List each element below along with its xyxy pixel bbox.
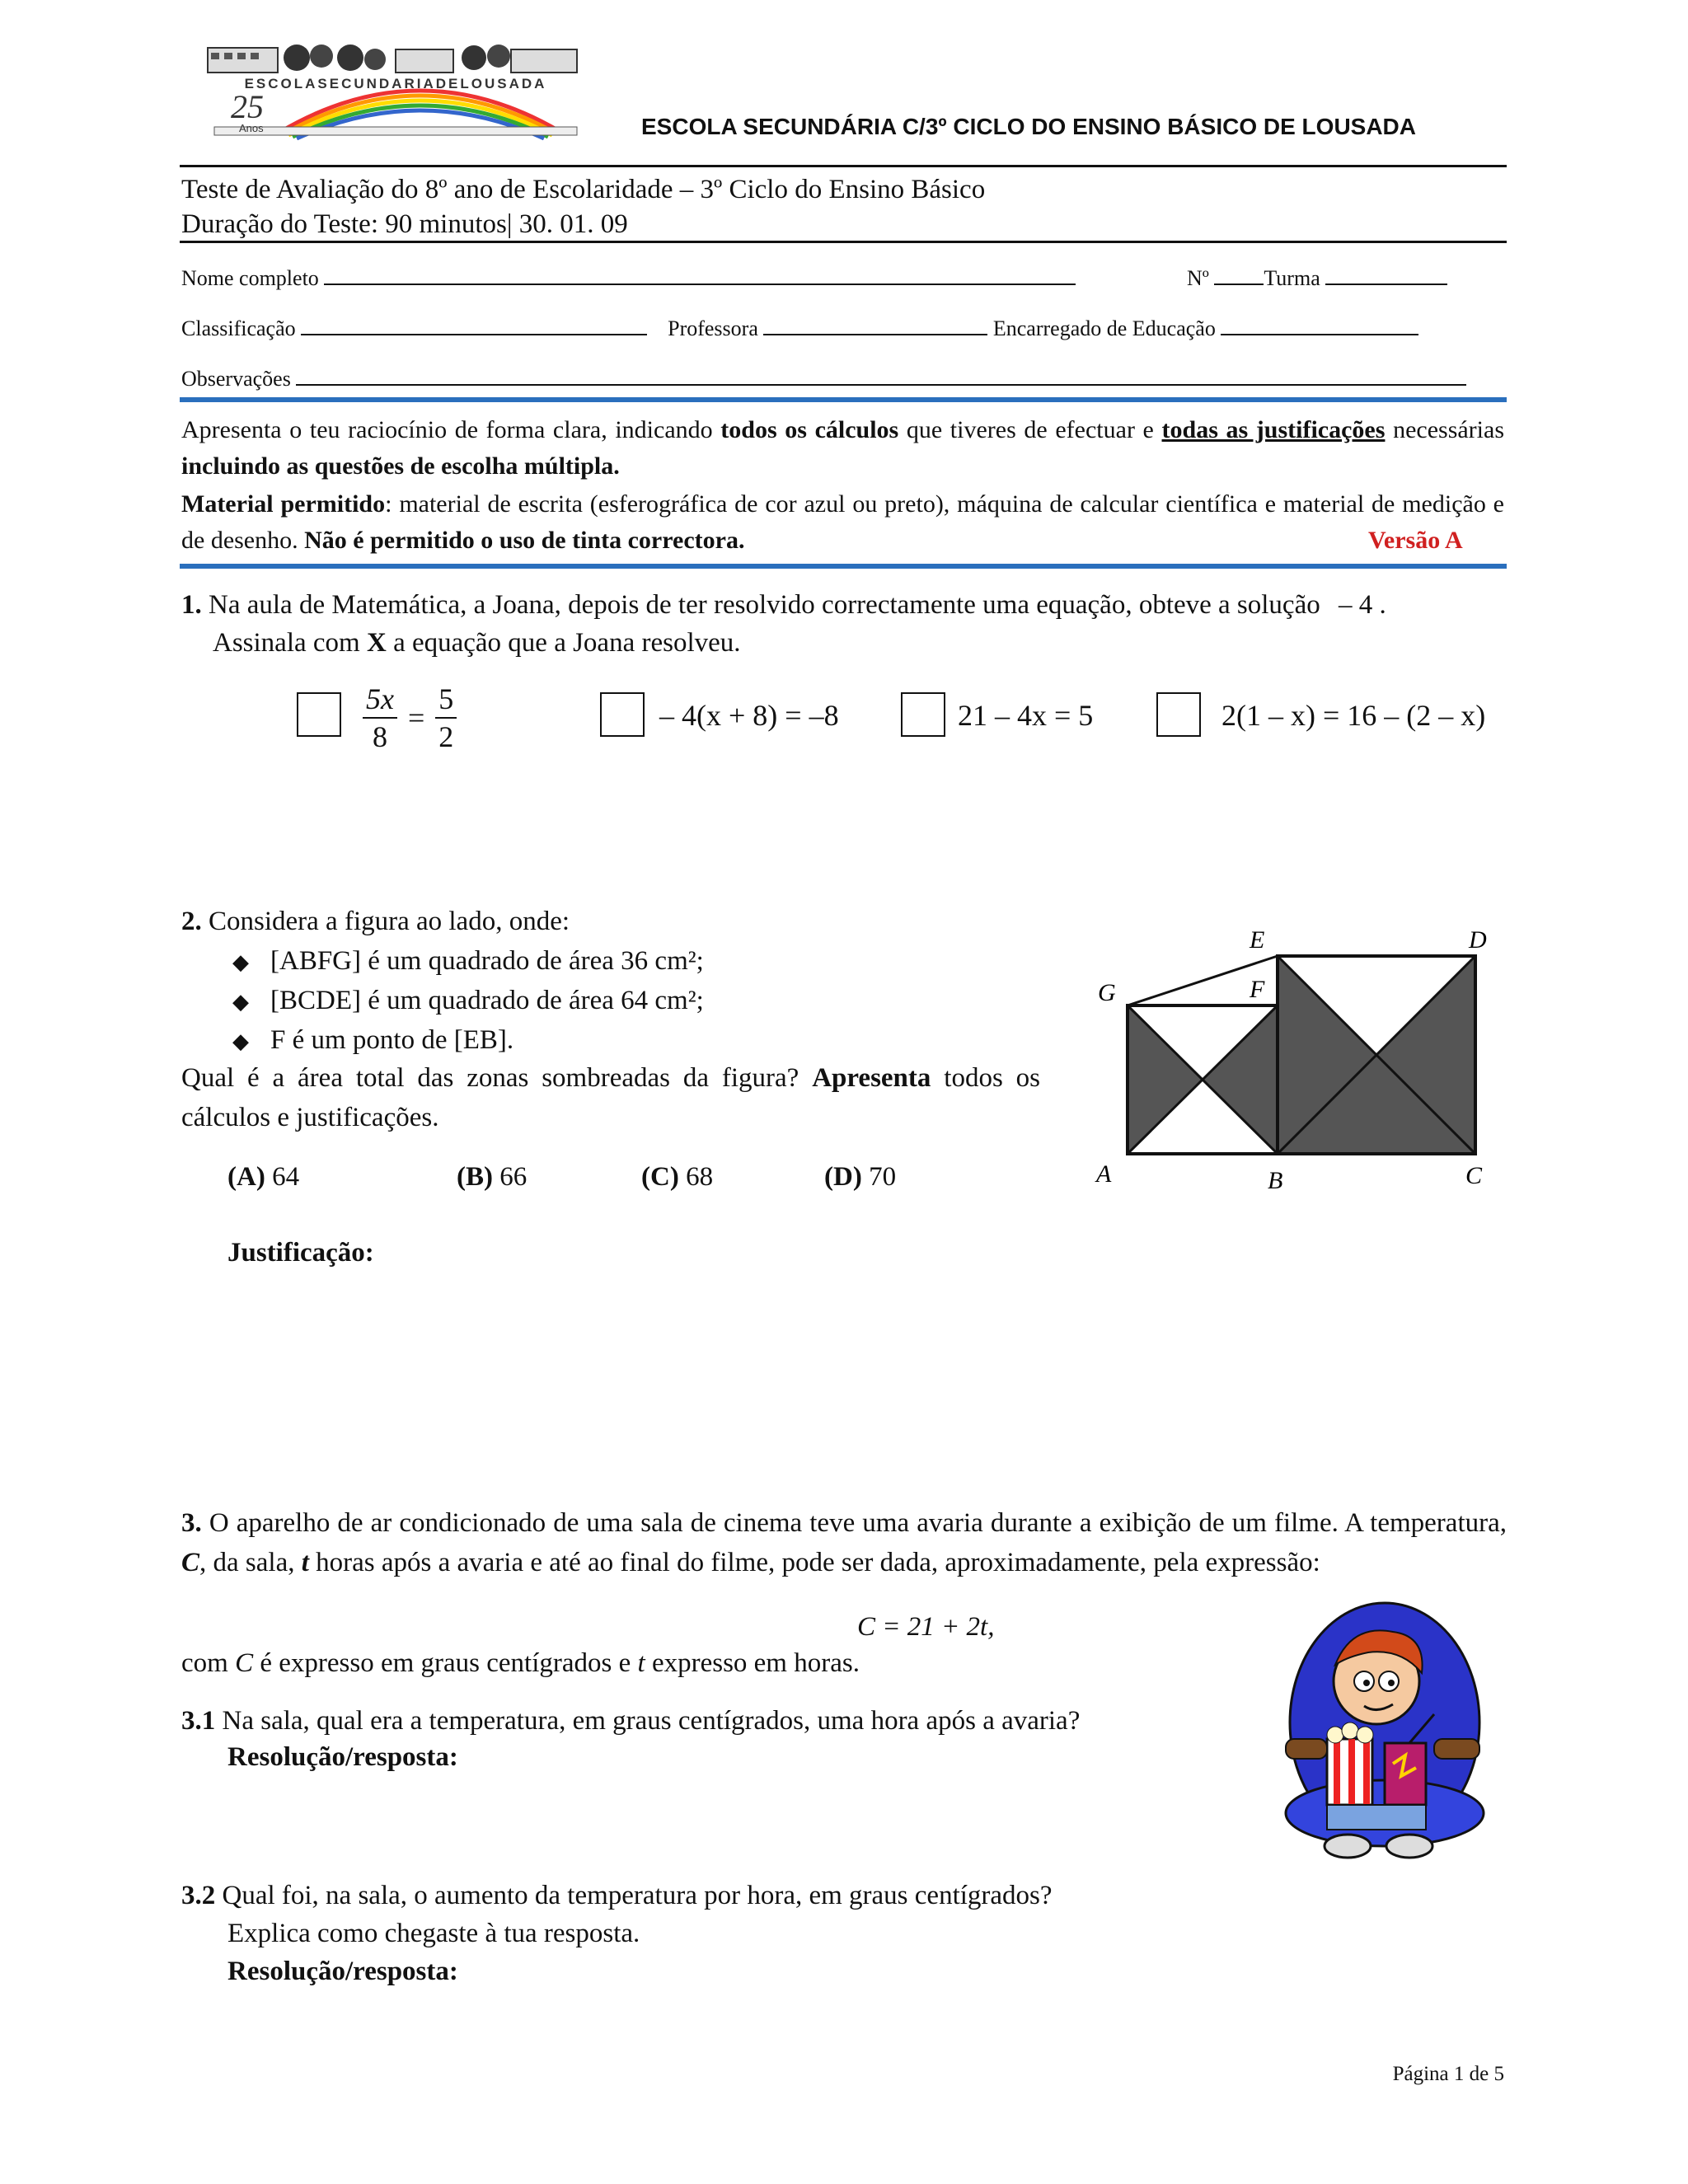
q1-option-c-checkbox[interactable] (901, 692, 945, 737)
q1-option-b-checkbox[interactable] (600, 692, 645, 737)
notes-field[interactable] (296, 363, 1466, 386)
q1-option-a-equation: $\frac{5x}{8}$ = $\frac{5}{2}$ (363, 681, 457, 755)
q1-option-a-checkbox[interactable] (297, 692, 341, 737)
guardian-label: Encarregado de Educação (992, 316, 1216, 340)
classification-field[interactable] (301, 312, 647, 335)
form-row-class (181, 312, 1418, 345)
q1-option-b-equation: – 4(x + 8) = –8 (659, 699, 839, 732)
q3-2-explain: Explica como chegaste à tua resposta. (227, 1919, 640, 1948)
turma-label: Turma (1264, 266, 1320, 290)
bullet-diamond-icon: ◆ (232, 1029, 249, 1054)
form-row-name (181, 262, 1076, 295)
q1-option-d-equation: 2(1 – x) = 16 – (2 – x) (1221, 699, 1486, 732)
q1-text: 1. Na aula de Matemática, a Joana, depois de ter resolvido correctamente uma equação, obteve a solução – 4 . (181, 590, 1386, 620)
q2-bullet-1: ◆ [ABFG] é um quadrado de área 36 cm²; (232, 946, 704, 976)
version-label: Versão A (1368, 527, 1463, 554)
logo-anniversary: 25 (231, 88, 264, 125)
q2-intro: 2. Considera a figura ao lado, onde: (181, 907, 570, 936)
q3-text: 3. O aparelho de ar condicionado de uma sala de cinema teve uma avaria durante a exibição de um filme. A temperatura, C, da sala, t horas após a avaria e até ao final do filme, pode ser dada, aproximadamente, pela expressão: (181, 1508, 1507, 1577)
q1-solution: – 4 . (1338, 590, 1386, 620)
q2-option-a[interactable]: (A) 64 (227, 1162, 300, 1192)
test-duration: Duração do Teste: 90 minutos| 30. 01. 09 (181, 209, 628, 239)
q3-2-question: 3.2 Qual foi, na sala, o aumento da temperatura por hora, em graus centígrados? (181, 1881, 1053, 1910)
classification-label: Classificação (181, 316, 296, 340)
title-rule (180, 241, 1507, 243)
test-title: Teste de Avaliação do 8º ano de Escolaridade – 3º Ciclo do Ensino Básico (181, 175, 986, 204)
label-c: C (1465, 1162, 1483, 1189)
q2-bullet-3: ◆ F é um ponto de [EB]. (232, 1025, 514, 1055)
teacher-field[interactable] (763, 312, 987, 335)
q2-geometry-figure (1088, 923, 1517, 1195)
label-a: A (1096, 1160, 1112, 1188)
school-name: ESCOLA SECUNDÁRIA C/3º CICLO DO ENSINO BÁSICO DE LOUSADA (641, 114, 1416, 139)
instructions-bottom-rule (180, 564, 1507, 569)
logo-anos: Anos (239, 122, 264, 134)
squares-diagram (1088, 923, 1517, 1195)
school-logo (206, 41, 585, 148)
cinema-boy-illustration (1269, 1599, 1500, 1863)
q1-option-c-equation: 21 – 4x = 5 (958, 699, 1094, 732)
q3-1-question: 3.1 Na sala, qual era a temperatura, em graus centígrados, uma hora após a avaria? (181, 1706, 1081, 1736)
number-label: Nº (1187, 266, 1209, 290)
q2-bullet-2: ◆ [BCDE] é um quadrado de área 64 cm²; (232, 986, 704, 1015)
guardian-field[interactable] (1221, 312, 1418, 335)
q3-1-answer-label: Resolução/resposta: (227, 1742, 458, 1772)
label-g: G (1098, 979, 1116, 1006)
q2-question: Qual é a área total das zonas sombreadas da figura? Apresenta todos os cálculos e justificações. (181, 1063, 1040, 1132)
header-rule (180, 165, 1507, 167)
instructions-top-rule (180, 397, 1507, 402)
q1-instruction: Assinala com X a equação que a Joana resolveu. (213, 628, 741, 658)
shaded-triangle-small-left (1128, 1005, 1203, 1154)
teacher-label: Professora (668, 316, 758, 340)
q2-option-d[interactable]: (D) 70 (824, 1162, 897, 1192)
instructions-paragraph-2: Material permitido: material de escrita (esferográfica de cor azul ou preto), máquina de calcular científica e material de medição e de desenho. Não é permitido o uso de tinta correctora. (181, 490, 1504, 554)
bullet-diamond-icon: ◆ (232, 990, 249, 1015)
label-f: F (1250, 976, 1265, 1003)
instructions-paragraph-1: Apresenta o teu raciocínio de forma clara, indicando todos os cálculos que tiveres de efectuar e todas as justificações necessárias incluindo as questões de escolha múltipla. (181, 416, 1504, 480)
q2-option-b[interactable]: (B) 66 (457, 1162, 528, 1192)
label-d: D (1469, 926, 1487, 954)
page-number: Página 1 de 5 (1392, 2063, 1504, 2085)
notes-label: Observações (181, 367, 291, 391)
shaded-triangle-small-right (1203, 1005, 1278, 1154)
q2-option-c[interactable]: (C) 68 (641, 1162, 714, 1192)
name-field[interactable] (324, 262, 1076, 285)
q3-formula: C = 21 + 2t, (857, 1612, 995, 1642)
turma-field[interactable] (1325, 262, 1447, 285)
name-label: Nome completo (181, 266, 319, 290)
form-row-notes (181, 363, 1466, 396)
logo-text: ESCOLASECUNDARIADELOUSADA (244, 76, 547, 91)
q2-justification-label: Justificação: (227, 1238, 374, 1268)
form-row-number (1187, 262, 1447, 295)
q3-units: com C é expresso em graus centígrados e t expresso em horas. (181, 1648, 860, 1678)
label-b: B (1268, 1167, 1283, 1194)
q1-option-d-checkbox[interactable] (1156, 692, 1201, 737)
label-e: E (1250, 926, 1265, 954)
bullet-diamond-icon: ◆ (232, 950, 249, 975)
number-field[interactable] (1214, 262, 1264, 285)
q3-2-answer-label: Resolução/resposta: (227, 1957, 458, 1986)
